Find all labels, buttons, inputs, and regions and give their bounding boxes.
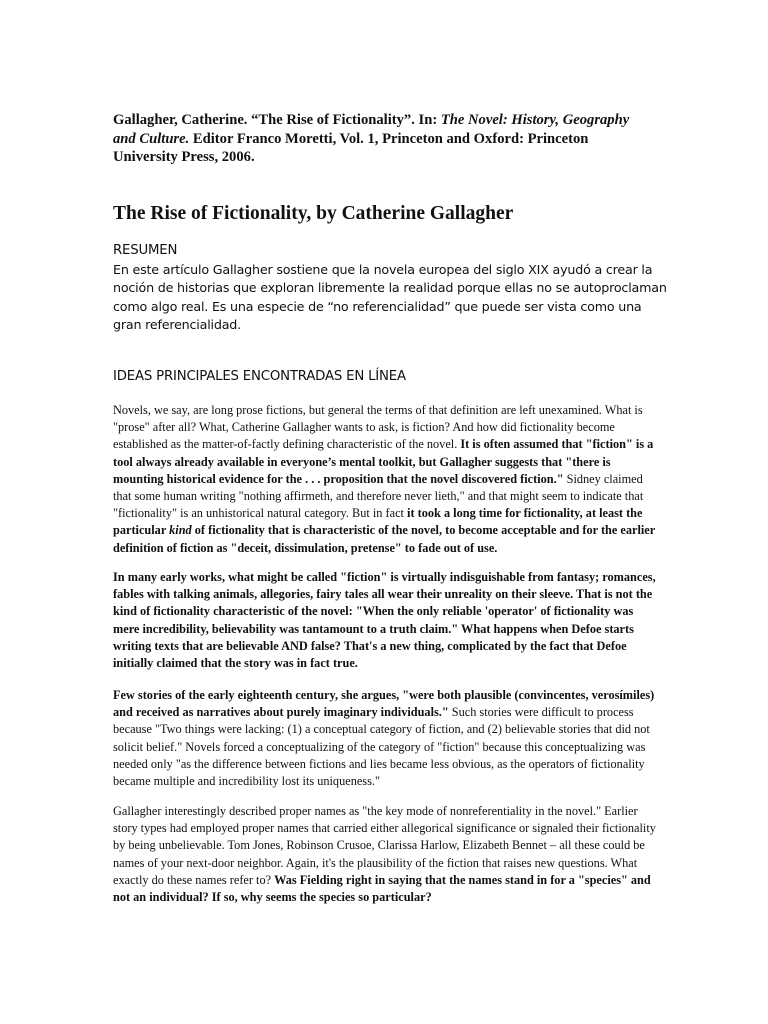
paragraph-3 [113, 687, 658, 790]
p4-text-a: Gallagher interestingly described proper names as "the key mode of nonreferentiality in the novel." Earlier story types had employed proper names that carried either allegorical significance or signaled their fictionality by being unbelievable. Tom Jones, Robinson Crusoe, Clarissa Harlow, Elizabeth Bennet – all these could be names of your next-door neighbor. Again, it's the plausibility of the fiction that raises new questions. What exactly do these names refer to? [113, 804, 656, 887]
p3-bold-a: Few stories of the early eighteenth century, she argues, "were both plausible (convincentes, verosímiles) and received as narratives about purely imaginary individuals." [113, 688, 655, 720]
resumen-body: En este artículo Gallagher sostiene que la novela europea del siglo XIX ayudó a crear la noción de historias que exploran libremente la realidad porque ellas no se autoproclaman como algo real. Es una especie de “no referencialidad” que puede ser vista como una gran referencialidad. [113, 262, 667, 333]
paragraph-2 [113, 569, 658, 672]
ideas-heading: IDEAS PRINCIPALES ENCONTRADAS EN LÍNEA [113, 369, 406, 384]
document-title: The Rise of Fictionality, by Catherine Gallagher [113, 203, 514, 224]
citation-book-title: The Novel: History, Geography and Culture. [113, 112, 630, 147]
citation-author: Gallagher, Catherine. [113, 112, 248, 128]
p1-bold-d: it took a long time for fictionality, at least the particular [113, 506, 643, 538]
resumen-heading: RESUMEN [113, 243, 178, 258]
bibliographic-citation [113, 111, 653, 167]
citation-chapter: “The Rise of Fictionality”. [251, 112, 415, 128]
p1-bold-f: of fictionality that is characteristic of the novel, to become acceptable and for the earlier definition of fiction as "deceit, dissimulation, pretense" to fade out of use. [113, 523, 655, 555]
citation-in-label: In: [418, 112, 438, 128]
p1-text-a: Novels, we say, are long prose fictions, but general the terms of that definition are left unexamined. What is "prose" after all? What, Catherine Gallagher wants to ask, is fiction? And how did fictionality become established as the matter-of-factly defining characteristic of the novel. [113, 403, 643, 452]
p2-bold-text: In many early works, what might be called "fiction" is virtually indisguishable from fantasy; romances, fables with talking animals, allegories, fairy tales all wear their unreality on their sleeve. That is not the kind of fictionality characteristic of the novel: "When the only reliable 'operator' of fictionality was mere incredibility, believability was tantamount to a truth claim." What happens when Defoe starts writing texts that are believable AND false? That's a new thing, complicated by the fact that Defoe initially claimed that the story was in fact true. [113, 570, 656, 671]
p3-text-b: Such stories were difficult to process because "Two things were lacking: (1) a conceptual category of fiction, and (2) believable stories that did not solicit belief." Novels forced a conceptualizing of the category of "fiction" because this conceptualizing was needed only "as the difference between fictions and lies became less obvious, as the operators of fictionality became multiple and incredibility lost its uniqueness." [113, 705, 650, 789]
paragraph-1 [113, 402, 658, 557]
p4-bold-b: Was Fielding right in saying that the names stand in for a "species" and not an individual? If so, why seems the species so particular? [113, 872, 651, 905]
p1-bold-italic-kind: kind [169, 523, 192, 538]
citation-details: Editor Franco Moretti, Vol. 1, Princeton and Oxford: Princeton University Press, 2006. [113, 130, 589, 165]
p1-bold-b: It is often assumed that "fiction" is a tool always already available in everyone’s mental toolkit, but Gallagher suggests that "there is mounting historical evidence for the . . . proposition that the novel discovered fiction." [113, 437, 654, 486]
paragraph-4 [113, 803, 658, 906]
p1-text-c: Sidney claimed that some human writing "nothing affirmeth, and therefore never lieth," and that might seem to indicate that "fictionality" is an unhistorical natural category. But in fact [113, 471, 644, 521]
